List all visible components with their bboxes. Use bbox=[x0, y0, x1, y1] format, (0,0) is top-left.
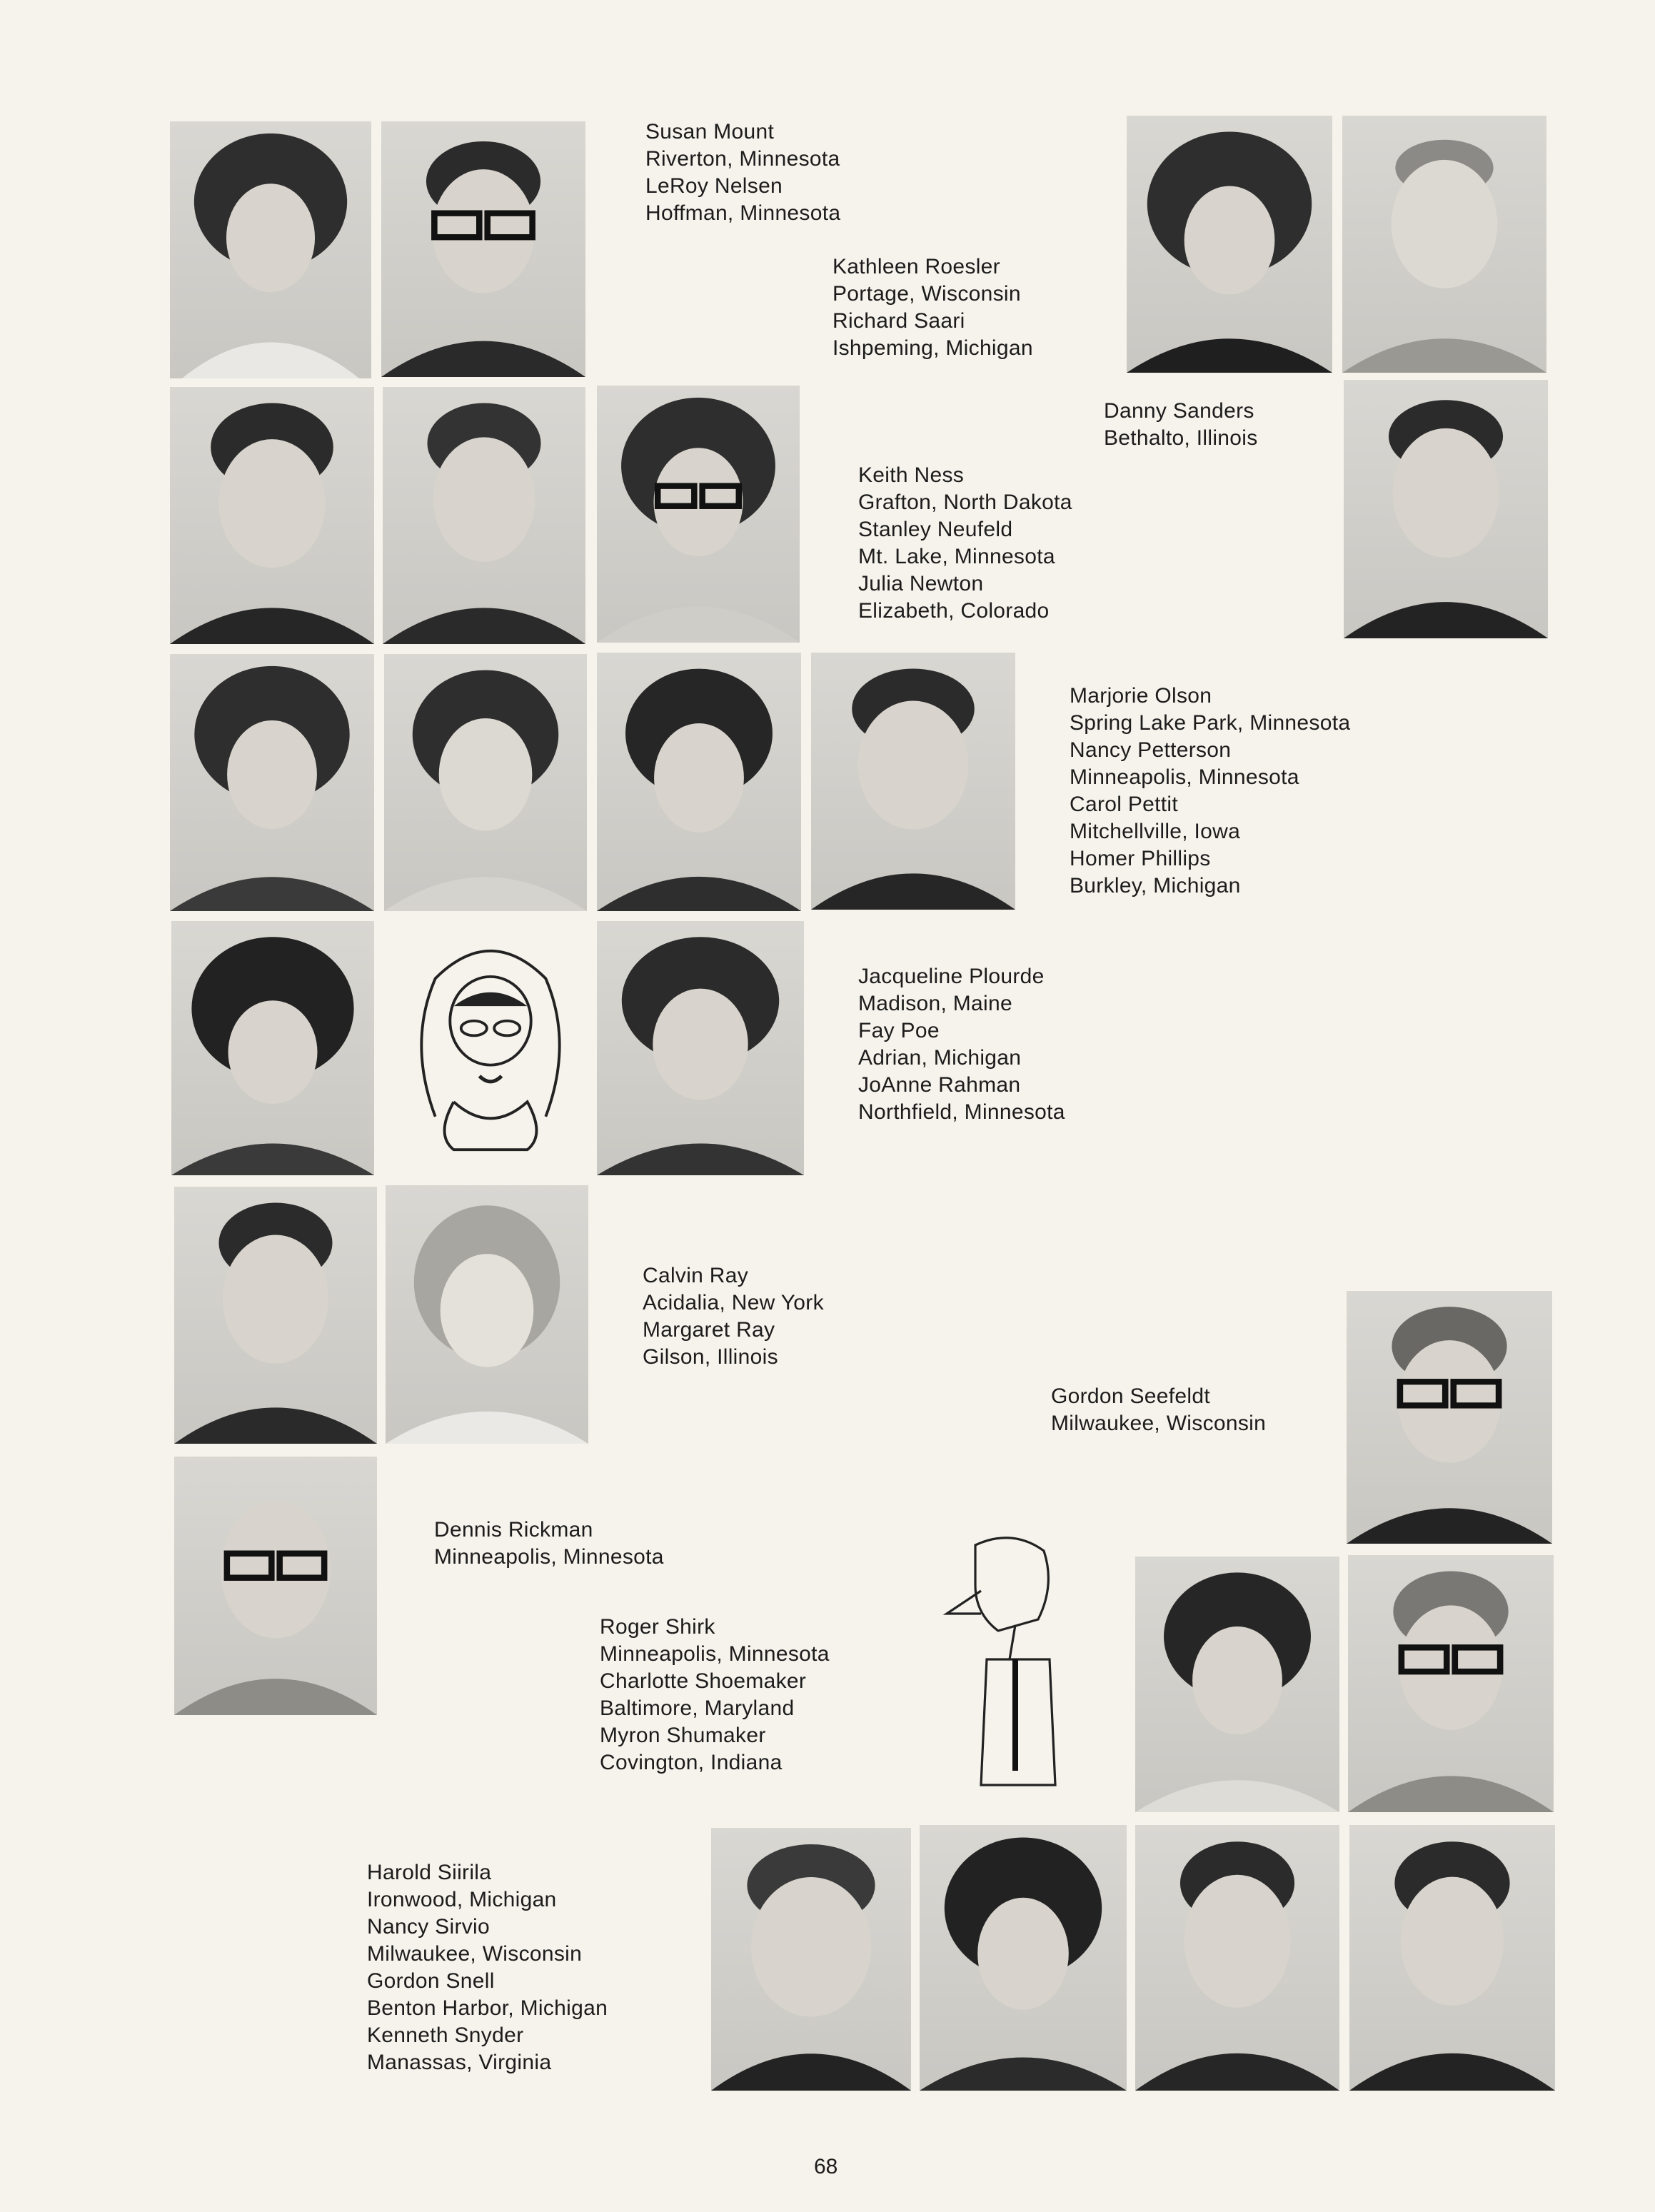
caption-line: Adrian, Michigan bbox=[858, 1046, 1022, 1070]
caption-seefeldt bbox=[1051, 1383, 1266, 1437]
caption-line: Mt. Lake, Minnesota bbox=[858, 545, 1055, 568]
caption-line: Danny Sanders bbox=[1104, 399, 1254, 423]
caption-line: Charlotte Shoemaker bbox=[600, 1669, 807, 1693]
cartoon-illustration-caricature bbox=[941, 1528, 1084, 1814]
caption-line: Elizabeth, Colorado bbox=[858, 599, 1050, 623]
caption-line: Roger Shirk bbox=[600, 1615, 715, 1639]
caption-line: Nancy Petterson bbox=[1070, 738, 1232, 762]
portrait-photo-charlotte-shoemaker bbox=[1135, 1557, 1339, 1812]
caption-ness-neufeld-newton bbox=[858, 462, 1072, 625]
page-number: 68 bbox=[814, 2155, 838, 2178]
caption-rickman bbox=[434, 1517, 664, 1571]
caption-olson-petterson-pettit-phillips bbox=[1070, 683, 1350, 900]
caption-line: Riverton, Minnesota bbox=[645, 147, 840, 171]
cartoon-illustration-fay-poe bbox=[397, 932, 584, 1168]
portrait-photo-joanne-rahman bbox=[597, 921, 804, 1175]
portrait-photo-calvin-ray bbox=[174, 1187, 377, 1444]
caption-line: Ironwood, Michigan bbox=[367, 1888, 557, 1911]
caption-line: Mitchellville, Iowa bbox=[1070, 820, 1241, 843]
caption-line: Margaret Ray bbox=[643, 1318, 775, 1342]
caption-plourde-poe-rahman bbox=[858, 963, 1065, 1126]
caption-line: Covington, Indiana bbox=[600, 1751, 783, 1774]
caption-line: Fay Poe bbox=[858, 1019, 940, 1042]
portrait-photo-kenneth-snyder bbox=[1349, 1825, 1555, 2091]
caption-line: Myron Shumaker bbox=[600, 1724, 766, 1747]
portrait-photo-homer-phillips bbox=[811, 653, 1015, 910]
caption-line: Northfield, Minnesota bbox=[858, 1100, 1065, 1124]
caption-line: Milwaukee, Wisconsin bbox=[367, 1942, 583, 1966]
portrait-photo-kathleen-roesler bbox=[1127, 116, 1332, 373]
portrait-photo-susan-mount bbox=[170, 121, 371, 378]
portrait-photo-gordon-snell bbox=[1135, 1825, 1339, 2091]
portrait-photo-harold-siirila bbox=[711, 1828, 911, 2091]
portrait-photo-stanley-neufeld bbox=[383, 387, 585, 644]
caption-line: Madison, Maine bbox=[858, 992, 1012, 1015]
portrait-photo-jacqueline-plourde bbox=[171, 921, 374, 1175]
caption-siirila-sirvio-snell-snyder bbox=[367, 1859, 608, 2076]
caption-line: Baltimore, Maryland bbox=[600, 1696, 795, 1720]
portrait-photo-nancy-petterson bbox=[384, 654, 587, 911]
caption-line: Julia Newton bbox=[858, 572, 984, 595]
caption-line: Minneapolis, Minnesota bbox=[434, 1545, 664, 1569]
caption-line: Portage, Wisconsin bbox=[832, 282, 1021, 306]
portrait-photo-carol-pettit bbox=[597, 653, 801, 911]
caption-line: Spring Lake Park, Minnesota bbox=[1070, 711, 1351, 735]
caption-line: LeRoy Nelsen bbox=[645, 174, 783, 198]
caption-line: Kenneth Snyder bbox=[367, 2024, 524, 2047]
caption-line: Gilson, Illinois bbox=[643, 1345, 778, 1369]
portrait-photo-leroy-nelsen bbox=[381, 121, 585, 377]
portrait-photo-myron-shumaker bbox=[1348, 1555, 1554, 1812]
portrait-photo-julia-newton bbox=[597, 386, 800, 643]
portrait-photo-nancy-sirvio bbox=[920, 1825, 1127, 2091]
portrait-photo-keith-ness bbox=[170, 387, 374, 644]
caption-line: Susan Mount bbox=[645, 120, 775, 144]
caption-line: Minneapolis, Minnesota bbox=[600, 1642, 830, 1666]
caption-line: Grafton, North Dakota bbox=[858, 491, 1072, 514]
caption-line: Manassas, Virginia bbox=[367, 2051, 552, 2074]
caption-line: Gordon Seefeldt bbox=[1051, 1384, 1210, 1408]
caption-line: Milwaukee, Wisconsin bbox=[1051, 1412, 1267, 1435]
portrait-photo-dennis-rickman bbox=[174, 1457, 377, 1715]
caption-line: Burkley, Michigan bbox=[1070, 874, 1241, 898]
caption-line: Marjorie Olson bbox=[1070, 684, 1212, 708]
caption-line: Gordon Snell bbox=[367, 1969, 495, 1993]
caption-line: Jacqueline Plourde bbox=[858, 965, 1045, 988]
portrait-photo-richard-saari bbox=[1342, 116, 1546, 373]
portrait-photo-gordon-seefeldt bbox=[1347, 1291, 1552, 1544]
caption-ray bbox=[643, 1262, 824, 1371]
caption-roesler-saari bbox=[832, 253, 1033, 362]
caption-line: Bethalto, Illinois bbox=[1104, 426, 1258, 450]
caption-line: JoAnne Rahman bbox=[858, 1073, 1021, 1097]
caption-line: Hoffman, Minnesota bbox=[645, 201, 841, 225]
portrait-photo-danny-sanders bbox=[1344, 380, 1548, 638]
caption-line: Keith Ness bbox=[858, 463, 965, 487]
caption-line: Ishpeming, Michigan bbox=[832, 336, 1033, 360]
caption-line: Harold Siirila bbox=[367, 1861, 492, 1884]
caption-line: Minneapolis, Minnesota bbox=[1070, 765, 1299, 789]
caption-mount-nelsen bbox=[645, 119, 840, 227]
caption-line: Stanley Neufeld bbox=[858, 518, 1013, 541]
portrait-photo-margaret-ray bbox=[386, 1185, 588, 1444]
caption-line: Benton Harbor, Michigan bbox=[367, 1996, 608, 2020]
caption-line: Carol Pettit bbox=[1070, 793, 1178, 816]
caption-line: Acidalia, New York bbox=[643, 1291, 824, 1314]
caption-sanders bbox=[1104, 398, 1258, 452]
caption-line: Homer Phillips bbox=[1070, 847, 1211, 870]
caption-line: Richard Saari bbox=[832, 309, 965, 333]
caption-line: Nancy Sirvio bbox=[367, 1915, 490, 1939]
caption-line: Dennis Rickman bbox=[434, 1518, 593, 1542]
caption-line: Kathleen Roesler bbox=[832, 255, 1000, 278]
caption-line: Calvin Ray bbox=[643, 1264, 749, 1287]
portrait-photo-marjorie-olson bbox=[170, 654, 374, 911]
caption-shirk-shoemaker-shumaker bbox=[600, 1614, 830, 1776]
